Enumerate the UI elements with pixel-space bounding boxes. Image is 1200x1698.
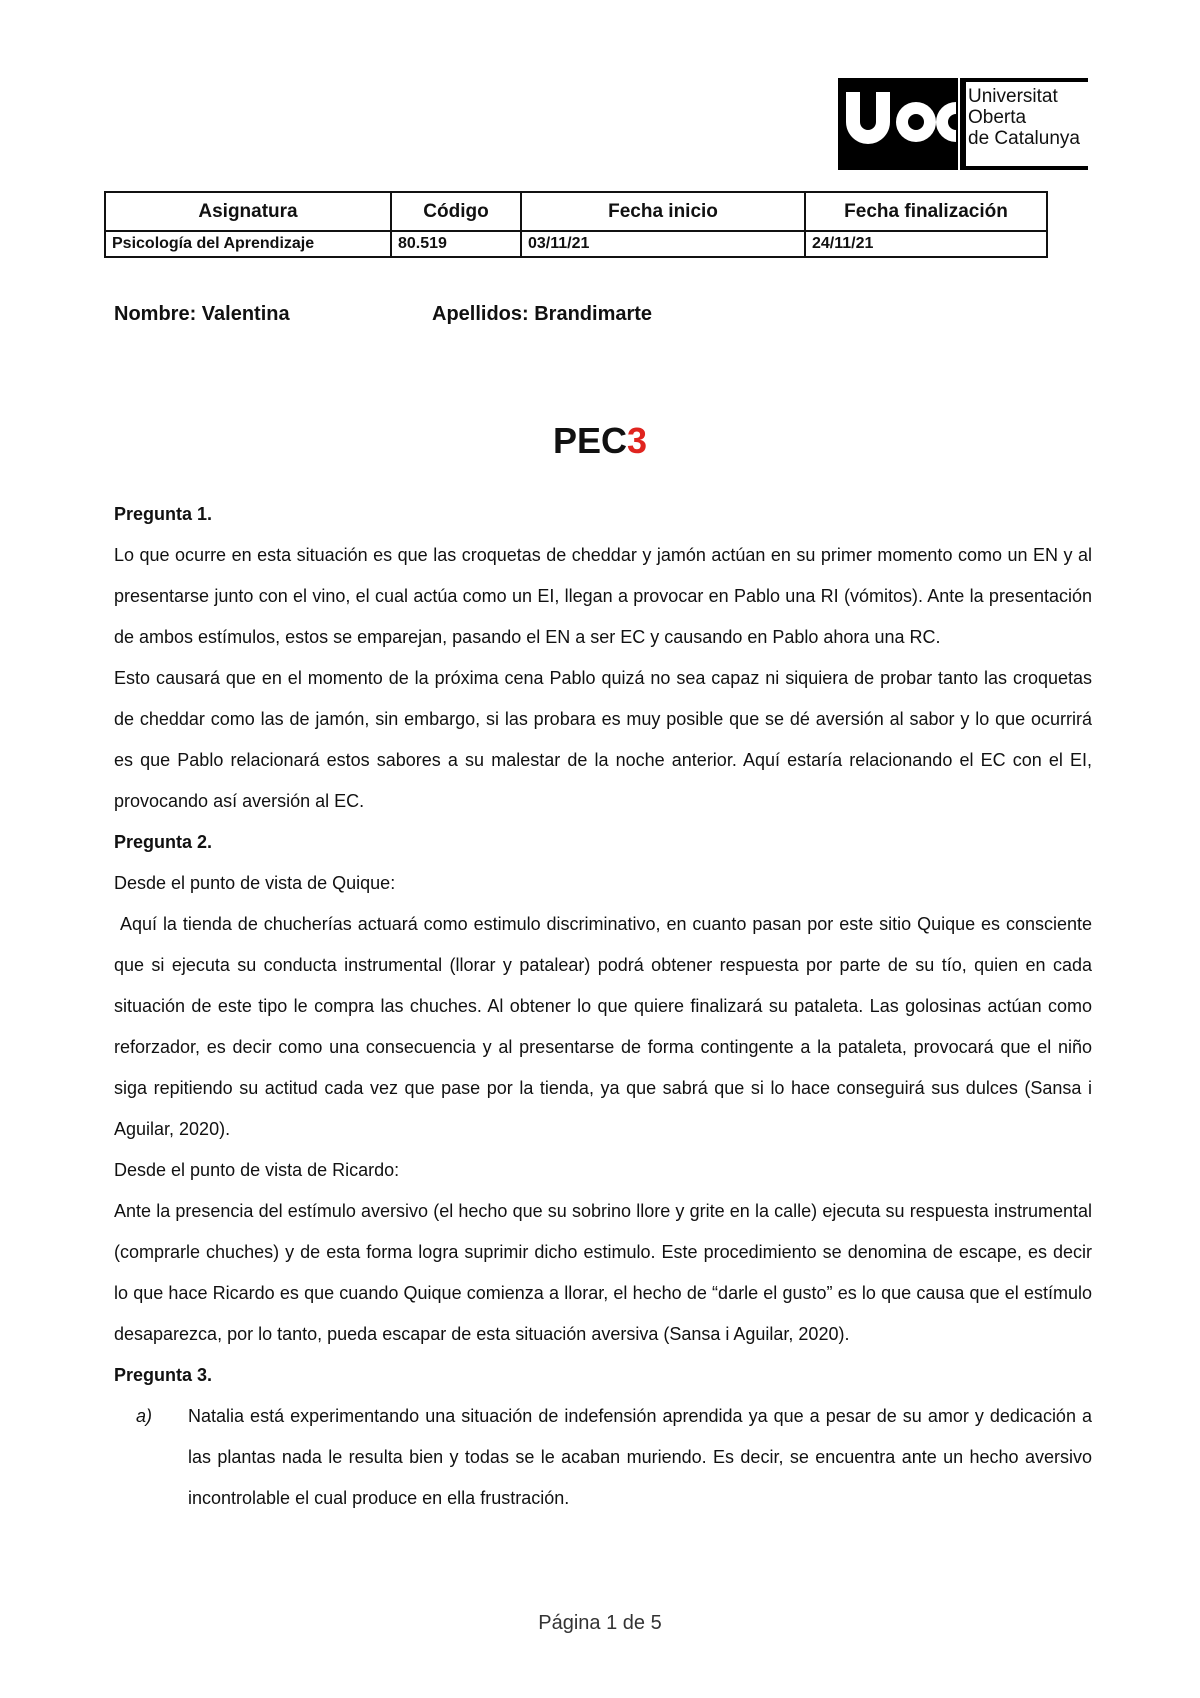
q2-paragraph-1: Aquí la tienda de chucherías actuará como estimulo discriminativo, en cuanto pasan por este sitio Quique es consciente que si ejecuta su conducta instrumental (llorar y patalear) podrá obtener respuesta por parte de su tío, quien en cada situación de este tipo le compra las chuches. Al obtener lo que quiere finalizará su pataleta. Las golosinas actúan como reforzador, es decir como una consecuencia y al presentarse de forma contingente a la pataleta, provocará que el niño siga repitiendo su actitud cada vez que pase por la tienda, ya que sabrá que si lo hace conseguirá sus dulces (Sansa i Aguilar, 2020). <box>114 914 1092 1139</box>
q2-subheading-ricardo: Desde el punto de vista de Ricardo: <box>114 1160 400 1180</box>
header-codigo: Código <box>391 192 521 231</box>
q3-heading: Pregunta 3. <box>114 1365 213 1385</box>
cell-codigo: 80.519 <box>391 231 521 257</box>
header-fecha-inicio: Fecha inicio <box>521 192 805 231</box>
list-marker: a) <box>136 1406 153 1426</box>
header-asignatura: Asignatura <box>105 192 391 231</box>
logo-line-1: Universitat <box>968 86 1058 107</box>
uoc-logo-text <box>968 86 1080 149</box>
logo-line-3: de Catalunya <box>968 128 1080 149</box>
q1-heading: Pregunta 1. <box>114 504 213 524</box>
q2-subheading-quique: Desde el punto de vista de Quique: <box>114 873 396 893</box>
header-fecha-finalizacion: Fecha finalización <box>805 192 1047 231</box>
student-name: Nombre: Valentina <box>114 303 290 325</box>
q1-paragraph-2: Esto causará que en el momento de la próxima cena Pablo quizá no sea capaz ni siquiera de probar tanto las croquetas de cheddar como las de jamón, sin embargo, si las probara es muy posible que se dé aversión al sabor y lo que ocurrirá es que Pablo relacionará estos sabores a su malestar de la noche anterior. Aquí estaría relacionando el EC con el EI, provocando así aversión al EC. <box>114 668 1092 811</box>
q1-paragraph-1: Lo que ocurre en esta situación es que las croquetas de cheddar y jamón actúan en su primer momento como un EN y al presentarse junto con el vino, el cual actúa como un EI, llegan a provocar en Pablo una RI (vómitos). Ante la presentación de ambos estímulos, estos se emparejan, pasando el EN a ser EC y causando en Pablo ahora una RC. <box>114 545 1092 647</box>
table-header-row <box>105 192 1047 231</box>
title-accent: 3 <box>627 420 648 461</box>
document-body <box>114 494 1092 1519</box>
document-title <box>0 420 1200 462</box>
q2-heading: Pregunta 2. <box>114 832 213 852</box>
table-row <box>105 231 1047 257</box>
student-surname: Apellidos: Brandimarte <box>432 303 653 325</box>
q2-paragraph-2: Ante la presencia del estímulo aversivo (el hecho que su sobrino llore y grite en la calle) ejecuta su respuesta instrumental (comprarle chuches) y de esta forma logra suprimir dicho estimulo. Este procedimiento se denomina de escape, es decir lo que hace Ricardo es que cuando Quique comienza a llorar, el hecho de “darle el gusto” es lo que causa que el estímulo desaparezca, por lo tanto, pueda escapar de esta situación aversiva (Sansa i Aguilar, 2020). <box>114 1201 1092 1344</box>
title-main: PEC <box>552 420 627 461</box>
cell-fecha-inicio: 03/11/21 <box>521 231 805 257</box>
page-number: Página 1 de 5 <box>538 1612 662 1634</box>
subject-info-table <box>104 191 1048 258</box>
cell-fecha-finalizacion: 24/11/21 <box>805 231 1047 257</box>
list-item <box>114 1396 1092 1519</box>
q3-answer-a: Natalia está experimentando una situación de indefensión aprendida ya que a pesar de su amor y dedicación a las plantas nada le resulta bien y todas se le acaban muriendo. Es decir, se encuentra ante un hecho aversivo incontrolable el cual produce en ella frustración. <box>188 1406 1092 1508</box>
logo-line-2: Oberta <box>968 107 1027 128</box>
cell-asignatura: Psicología del Aprendizaje <box>105 231 391 257</box>
